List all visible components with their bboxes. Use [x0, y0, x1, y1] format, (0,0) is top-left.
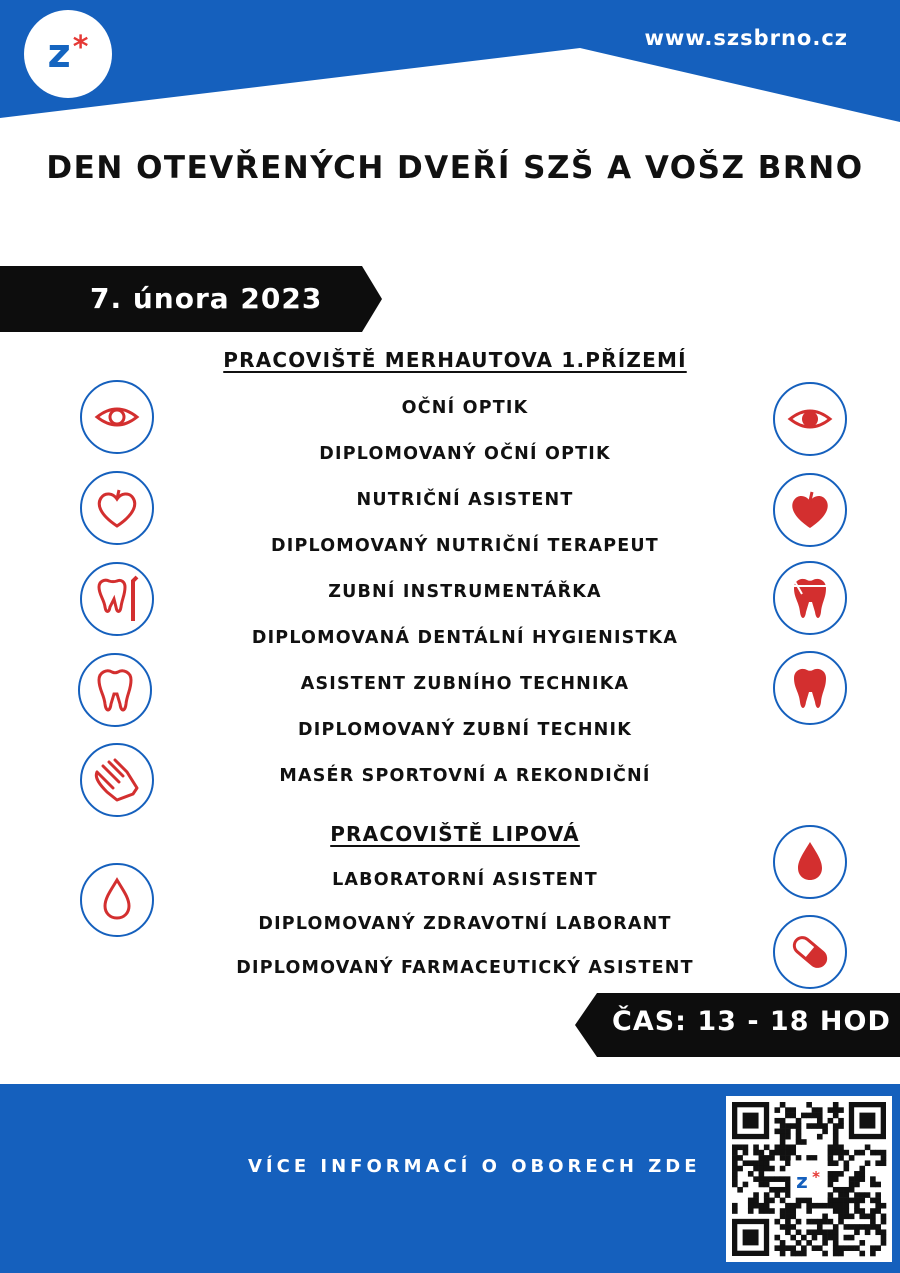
logo-letter: z [47, 31, 71, 77]
program-item: DIPLOMOVANÝ FARMACEUTICKÝ ASISTENT [236, 958, 694, 978]
school-logo[interactable] [24, 10, 112, 98]
tooth-instrument-icon [79, 561, 155, 637]
program-item: DIPLOMOVANÝ ZUBNÍ TECHNIK [298, 720, 632, 740]
program-item: NUTRIČNÍ ASISTENT [356, 490, 574, 510]
website-link[interactable]: www.szsbrno.cz [644, 26, 848, 50]
heart-filled-icon [772, 472, 848, 548]
qr-logo-letter: z [796, 1169, 808, 1193]
eye-icon [772, 381, 848, 457]
page-title: DEN OTEVŘENÝCH DVEŘÍ SZŠ A VOŠZ BRNO [46, 150, 864, 186]
program-item: ZUBNÍ INSTRUMENTÁŘKA [328, 582, 602, 602]
section-heading-lipova: PRACOVIŠTĚ LIPOVÁ [330, 822, 580, 846]
event-date: 7. února 2023 [90, 282, 323, 315]
more-info-text[interactable]: VÍCE INFORMACÍ O OBORECH ZDE [248, 1156, 701, 1177]
program-item: ASISTENT ZUBNÍHO TECHNIKA [300, 674, 630, 694]
qr-code[interactable] [726, 1096, 892, 1262]
drop-outline-icon [79, 862, 155, 938]
program-item: DIPLOMOVANÝ OČNÍ OPTIK [319, 444, 611, 464]
program-item: OČNÍ OPTIK [401, 398, 529, 418]
program-item: LABORATORNÍ ASISTENT [332, 870, 598, 890]
program-item: DIPLOMOVANÝ NUTRIČNÍ TERAPEUT [271, 536, 659, 556]
program-item: MASÉR SPORTOVNÍ A REKONDIČNÍ [279, 766, 651, 786]
tooth-outline-icon [77, 652, 153, 728]
event-time: ČAS: 13 - 18 HOD [612, 1006, 891, 1037]
tooth-filled-icon [772, 560, 848, 636]
tooth-filled-icon [772, 650, 848, 726]
pill-icon [772, 914, 848, 990]
qr-logo-star: * [812, 1168, 820, 1186]
section-heading-merhautova: PRACOVIŠTĚ MERHAUTOVA 1.PŘÍZEMÍ [223, 348, 687, 372]
program-item: DIPLOMOVANÝ ZDRAVOTNÍ LABORANT [258, 914, 672, 934]
program-item: DIPLOMOVANÁ DENTÁLNÍ HYGIENISTKA [251, 628, 679, 648]
top-banner [0, 0, 900, 130]
logo-star: * [72, 29, 89, 65]
drop-filled-icon [772, 824, 848, 900]
hand-icon [79, 742, 155, 818]
heart-outline-icon [79, 470, 155, 546]
eye-icon [79, 379, 155, 455]
